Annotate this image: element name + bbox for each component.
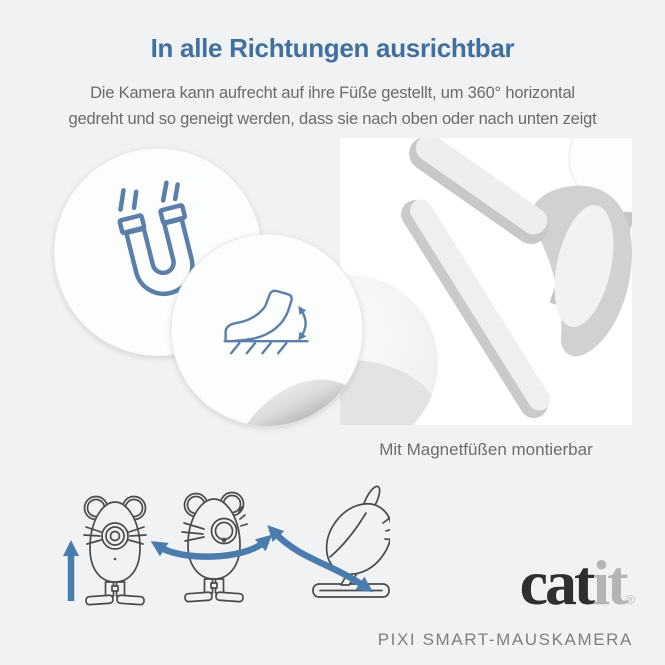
product-line-label: PIXI SMART-MAUSKAMERA — [377, 630, 633, 649]
brand-logo — [519, 547, 635, 618]
magnet-feet-photo-illustration — [340, 138, 632, 425]
page-subtitle — [0, 80, 665, 132]
movement-diagram — [30, 483, 390, 618]
registered-mark-icon: ® — [625, 592, 635, 607]
mouse-camera-front-sketch — [84, 497, 146, 605]
subtitle-line-1: Die Kamera kann aufrecht auf ihre Füße gestellt, um 360° horizontal — [90, 84, 575, 102]
logo-text-it: it — [592, 547, 626, 618]
photo-caption: Mit Magnetfüßen montierbar — [379, 440, 593, 459]
mouse-camera-three-quarter-sketch — [182, 493, 247, 602]
logo-text-cat: cat — [519, 547, 593, 618]
tilt-badge — [170, 233, 364, 427]
magnet-feet-photo — [340, 138, 632, 425]
subtitle-line-2: gedreht und so geneigt werden, dass sie nach oben oder nach unten zeigt — [68, 110, 597, 128]
page-title: In alle Richtungen ausrichtbar — [150, 33, 515, 63]
